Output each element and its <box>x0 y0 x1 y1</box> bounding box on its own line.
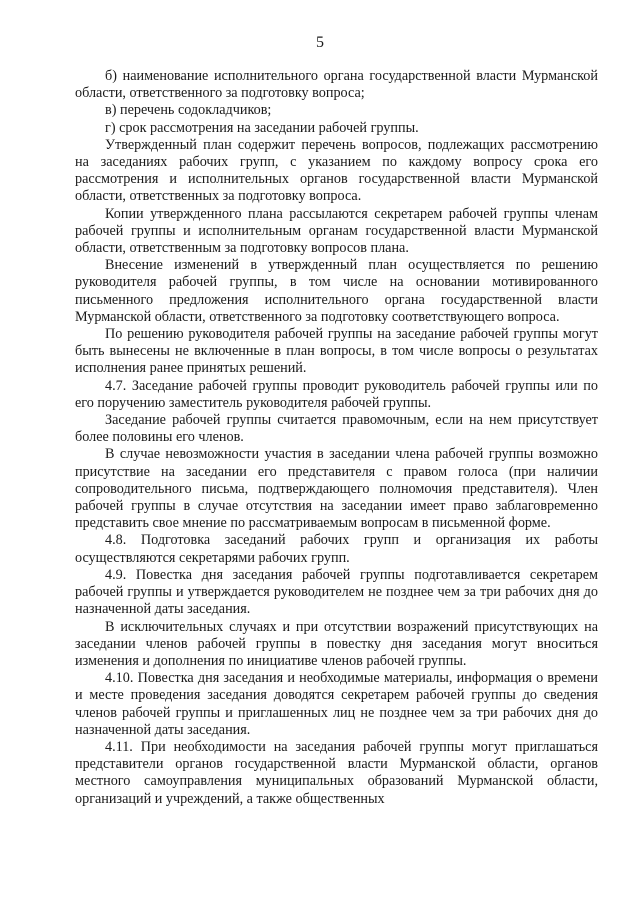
paragraph-item-b: б) наименование исполнительного органа государственной власти Мурманской области, ответственного за подготовку вопроса; <box>75 68 598 102</box>
paragraph-representative: В случае невозможности участия в заседании члена рабочей группы возможно присутствие на заседании его представителя с правом голоса (при наличии сопроводительного письма, подтверждающего полномочия представителя). Член рабочей группы в случае отсутствия на заседании имеет право заблаговременно представить свое мнение по рассматриваемым вопросам в письменной форме. <box>75 446 598 532</box>
paragraph-plan-copies: Копии утвержденного плана рассылаются секретарем рабочей группы членам рабочей группы и исполнительным органам государственной власти Мурманской области, ответственным за подготовку вопросов плана. <box>75 205 598 257</box>
paragraph-unplanned-questions: По решению руководителя рабочей группы на заседание рабочей группы могут быть вынесены не включенные в план вопросы, в том числе вопросы о результатах исполнения ранее принятых решений. <box>75 326 598 377</box>
paragraph-4-8: 4.8. Подготовка заседаний рабочих групп и организация их работы осуществляются секретарями рабочих групп. <box>75 532 598 566</box>
document-body <box>75 68 598 808</box>
paragraph-plan-changes: Внесение изменений в утвержденный план осуществляется по решению руководителя рабочей группы, в том числе на основании мотивированного письменного предложения исполнительного органа государственной власти Мурманской области, ответственного за подготовку соответствующего вопроса. <box>75 257 598 325</box>
paragraph-item-v: в) перечень содокладчиков; <box>105 102 272 119</box>
paragraph-4-7: 4.7. Заседание рабочей группы проводит руководитель рабочей группы или по его поручению заместитель руководителя рабочей группы. <box>75 377 598 411</box>
paragraph-4-9: 4.9. Повестка дня заседания рабочей группы подготавливается секретарем рабочей группы и утверждается руководителем не позднее чем за три рабочих дня до назначенной даты заседания. <box>75 566 598 618</box>
paragraph-item-g: г) срок рассмотрения на заседании рабочей группы. <box>105 119 419 136</box>
paragraph-4-10: 4.10. Повестка дня заседания и необходимые материалы, информация о времени и месте проведения заседания доводятся секретарем рабочей группы до сведения членов рабочей группы и приглашенных лиц не позднее чем за три рабочих дня до назначенной даты заседания. <box>75 670 598 738</box>
paragraph-4-11: 4.11. При необходимости на заседания рабочей группы могут приглашаться представители органов государственной власти Мурманской области, органов местного самоуправления муниципальных образований Мурманской области, организаций и учреждений, а также общественных <box>75 738 598 807</box>
paragraph-exceptional-cases: В исключительных случаях и при отсутствии возражений присутствующих на заседании членов рабочей группы в повестку дня заседания могут вноситься изменения и дополнения по инициативе членов рабочей группы. <box>75 618 598 669</box>
paragraph-approved-plan: Утвержденный план содержит перечень вопросов, подлежащих рассмотрению на заседаниях рабочих групп, с указанием по каждому вопросу срока его рассмотрения и исполнительных органов государственной власти Мурманской области, ответственных за подготовку вопроса. <box>75 136 598 205</box>
paragraph-quorum: Заседание рабочей группы считается правомочным, если на нем присутствует более половины его членов. <box>75 412 598 446</box>
page-number: 5 <box>316 34 324 51</box>
